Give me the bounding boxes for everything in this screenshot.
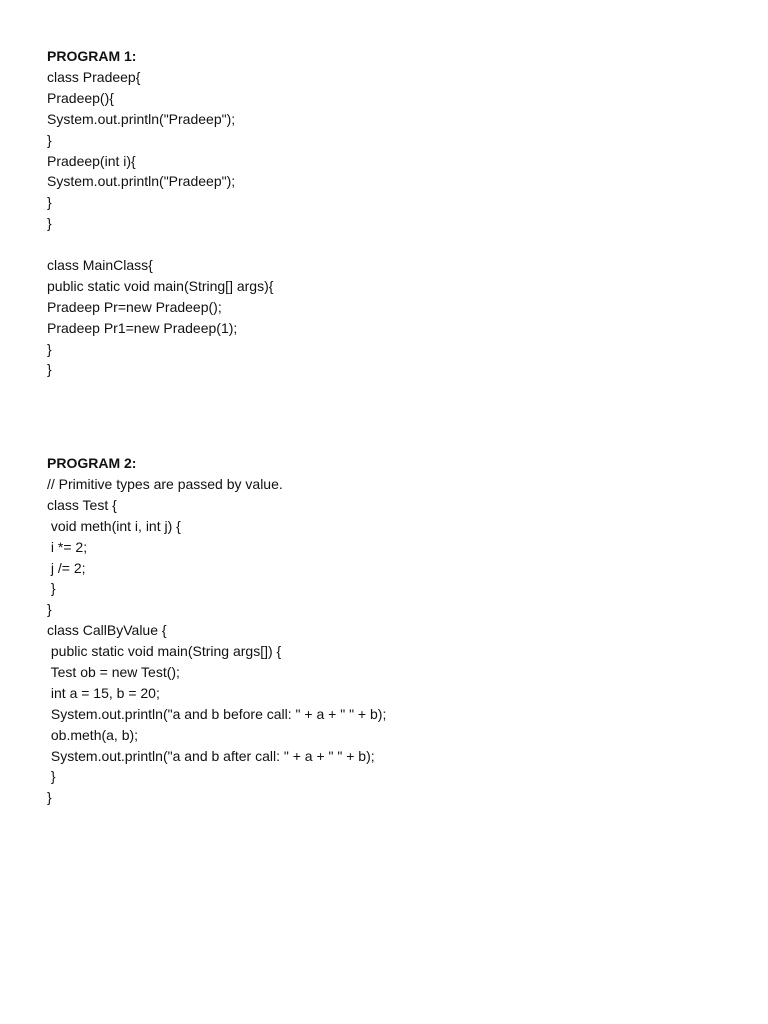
- code-line: int a = 15, b = 20;: [47, 684, 160, 701]
- code-line: System.out.println("a and b after call: " + a + " " + b);: [47, 747, 375, 764]
- code-comment: // Primitive types are passed by value.: [47, 476, 283, 492]
- code-line: System.out.println("a and b before call: " + a + " " + b);: [47, 705, 387, 722]
- code-line: }: [47, 194, 52, 211]
- program-1-section: [47, 46, 273, 380]
- program-2-section: [47, 453, 386, 808]
- program-2-heading: PROGRAM 2:: [47, 455, 137, 471]
- code-line: System.out.println("Pradeep");: [47, 110, 236, 127]
- code-line: class Pradeep{: [47, 69, 141, 85]
- program-2-code: [47, 474, 386, 808]
- code-line: public static void main(String[] args){: [47, 277, 274, 294]
- code-line: j /= 2;: [47, 559, 86, 576]
- blank-line: [47, 234, 273, 255]
- program-1-heading: PROGRAM 1:: [47, 48, 137, 64]
- code-line: }: [47, 131, 52, 148]
- code-line: class MainClass{: [47, 257, 153, 274]
- code-line: class Test {: [47, 496, 117, 513]
- code-line: }: [47, 361, 52, 378]
- code-line: class CallByValue {: [47, 622, 167, 639]
- program-1-code: [47, 67, 273, 380]
- code-line: Pradeep(){: [47, 89, 114, 106]
- code-line: Pradeep Pr=new Pradeep();: [47, 298, 222, 315]
- code-line: }: [47, 601, 52, 618]
- code-line: void meth(int i, int j) {: [47, 517, 181, 534]
- code-line: Pradeep(int i){: [47, 152, 136, 169]
- code-line: System.out.println("Pradeep");: [47, 173, 236, 190]
- code-line: }: [47, 768, 56, 785]
- code-line: }: [47, 580, 56, 597]
- code-line: }: [47, 215, 52, 232]
- code-line: ob.meth(a, b);: [47, 726, 139, 743]
- code-line: Test ob = new Test();: [47, 664, 180, 681]
- code-line: Pradeep Pr1=new Pradeep(1);: [47, 319, 238, 336]
- code-line: i *= 2;: [47, 538, 88, 555]
- code-line: }: [47, 340, 52, 357]
- code-line: }: [47, 789, 52, 806]
- code-line: public static void main(String args[]) {: [47, 643, 282, 660]
